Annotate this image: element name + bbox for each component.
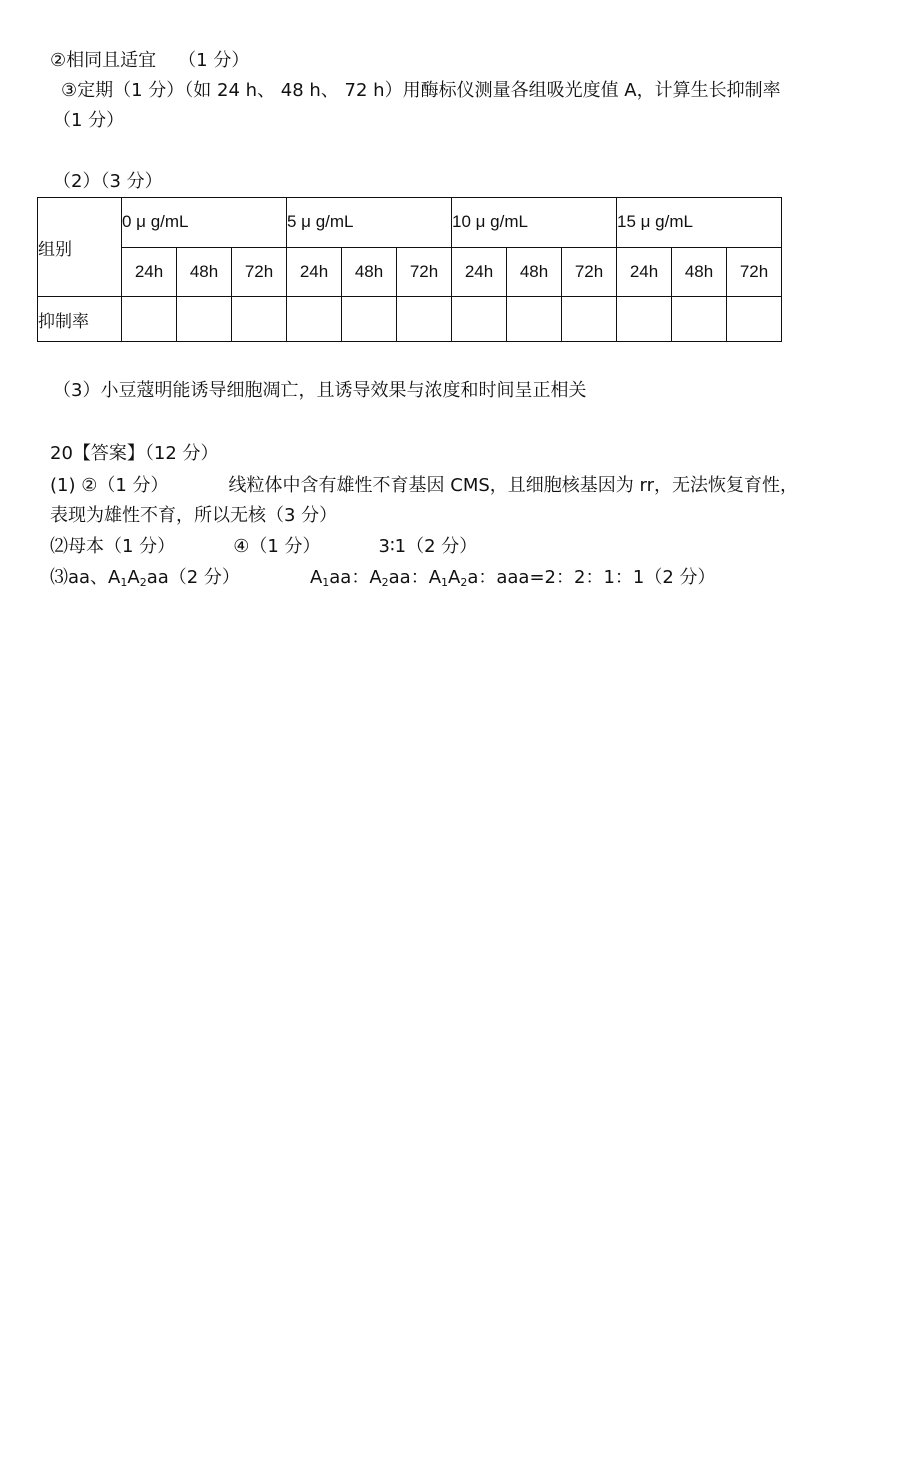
answer-text: (1) ②（1 分）	[50, 475, 169, 496]
answer-text	[50, 567, 240, 588]
question-20-heading	[50, 442, 219, 466]
empty-cell	[177, 297, 232, 342]
empty-cell	[672, 297, 727, 342]
time-header: 24h	[617, 247, 672, 297]
text-part: A	[309, 567, 323, 588]
empty-cell	[727, 297, 782, 342]
concentration-header: 10 μ g/mL	[452, 198, 617, 248]
empty-cell	[342, 297, 397, 342]
answer-20-1	[50, 474, 798, 498]
score-text: （1 分）	[53, 110, 125, 131]
empty-cell	[287, 297, 342, 342]
text-part: ⑶aa、A	[50, 567, 121, 588]
heading-text: （2）（3 分）	[53, 171, 163, 192]
rate-header-cell: 抑制率	[38, 297, 122, 342]
concentration-header: 0 μ g/mL	[122, 198, 287, 248]
score-text: （1 分）	[178, 50, 250, 71]
empty-cell	[397, 297, 452, 342]
subscript: 1	[120, 576, 128, 589]
answer-text: （3）小豆蔻明能诱导细胞凋亡，且诱导效果与浓度和时间呈正相关	[53, 380, 587, 401]
time-header: 24h	[122, 247, 177, 297]
question-2-heading	[53, 170, 163, 194]
concentration-header: 5 μ g/mL	[287, 198, 452, 248]
answer-20-3	[50, 566, 716, 590]
table-row	[38, 247, 782, 297]
concentration-header: 15 μ g/mL	[617, 198, 782, 248]
answer-20-2	[50, 535, 477, 559]
subscript: 2	[460, 576, 468, 589]
answer-text: 3∶1（2 分）	[378, 536, 478, 557]
answer-text: ②相同且适宜	[50, 50, 157, 71]
answer-line-3-score	[53, 109, 124, 133]
time-header: 48h	[342, 247, 397, 297]
subscript: 2	[381, 576, 389, 589]
text-part: A	[127, 567, 140, 588]
subscript: 2	[139, 576, 147, 589]
text-part: aa（2 分）	[146, 567, 240, 588]
time-header: 48h	[177, 247, 232, 297]
empty-cell	[507, 297, 562, 342]
time-header: 48h	[507, 247, 562, 297]
time-header: 72h	[727, 247, 782, 297]
time-header: 24h	[452, 247, 507, 297]
ratio-text	[310, 567, 716, 588]
answer-line-2	[50, 49, 249, 73]
time-header: 24h	[287, 247, 342, 297]
answer-text: ⑵母本（1 分）	[50, 536, 176, 557]
empty-cell	[617, 297, 672, 342]
answer-text: ④（1 分）	[233, 536, 321, 557]
time-header: 48h	[672, 247, 727, 297]
subscript: 1	[322, 576, 330, 589]
answer-text: 线粒体中含有雄性不育基因 CMS，且细胞核基因为 rr，无法恢复育性，	[228, 475, 798, 496]
time-header: 72h	[397, 247, 452, 297]
answer-line-3	[61, 79, 781, 103]
empty-cell	[452, 297, 507, 342]
text-part: A	[448, 567, 461, 588]
heading-text: 20【答案】（12 分）	[50, 443, 219, 464]
empty-cell	[122, 297, 177, 342]
time-header: 72h	[232, 247, 287, 297]
empty-cell	[562, 297, 617, 342]
inhibition-rate-table	[37, 197, 782, 342]
group-header-cell: 组别	[38, 198, 122, 297]
answer-text: 表现为雄性不育，所以无核（3 分）	[50, 505, 338, 526]
text-part: aa：A	[388, 567, 442, 588]
table-row	[38, 198, 782, 248]
answer-20-1-cont	[50, 504, 337, 528]
question-3-answer	[53, 379, 586, 403]
empty-cell	[232, 297, 287, 342]
time-header: 72h	[562, 247, 617, 297]
answer-text: ③定期（1 分）（如 24 h、 48 h、 72 h）用酶标仪测量各组吸光度值 A，计算生长抑制率	[61, 80, 781, 101]
subscript: 1	[441, 576, 449, 589]
text-part: a：aaa=2：2：1：1（2 分）	[467, 567, 716, 588]
text-part: aa：A	[329, 567, 382, 588]
table-row	[38, 297, 782, 342]
